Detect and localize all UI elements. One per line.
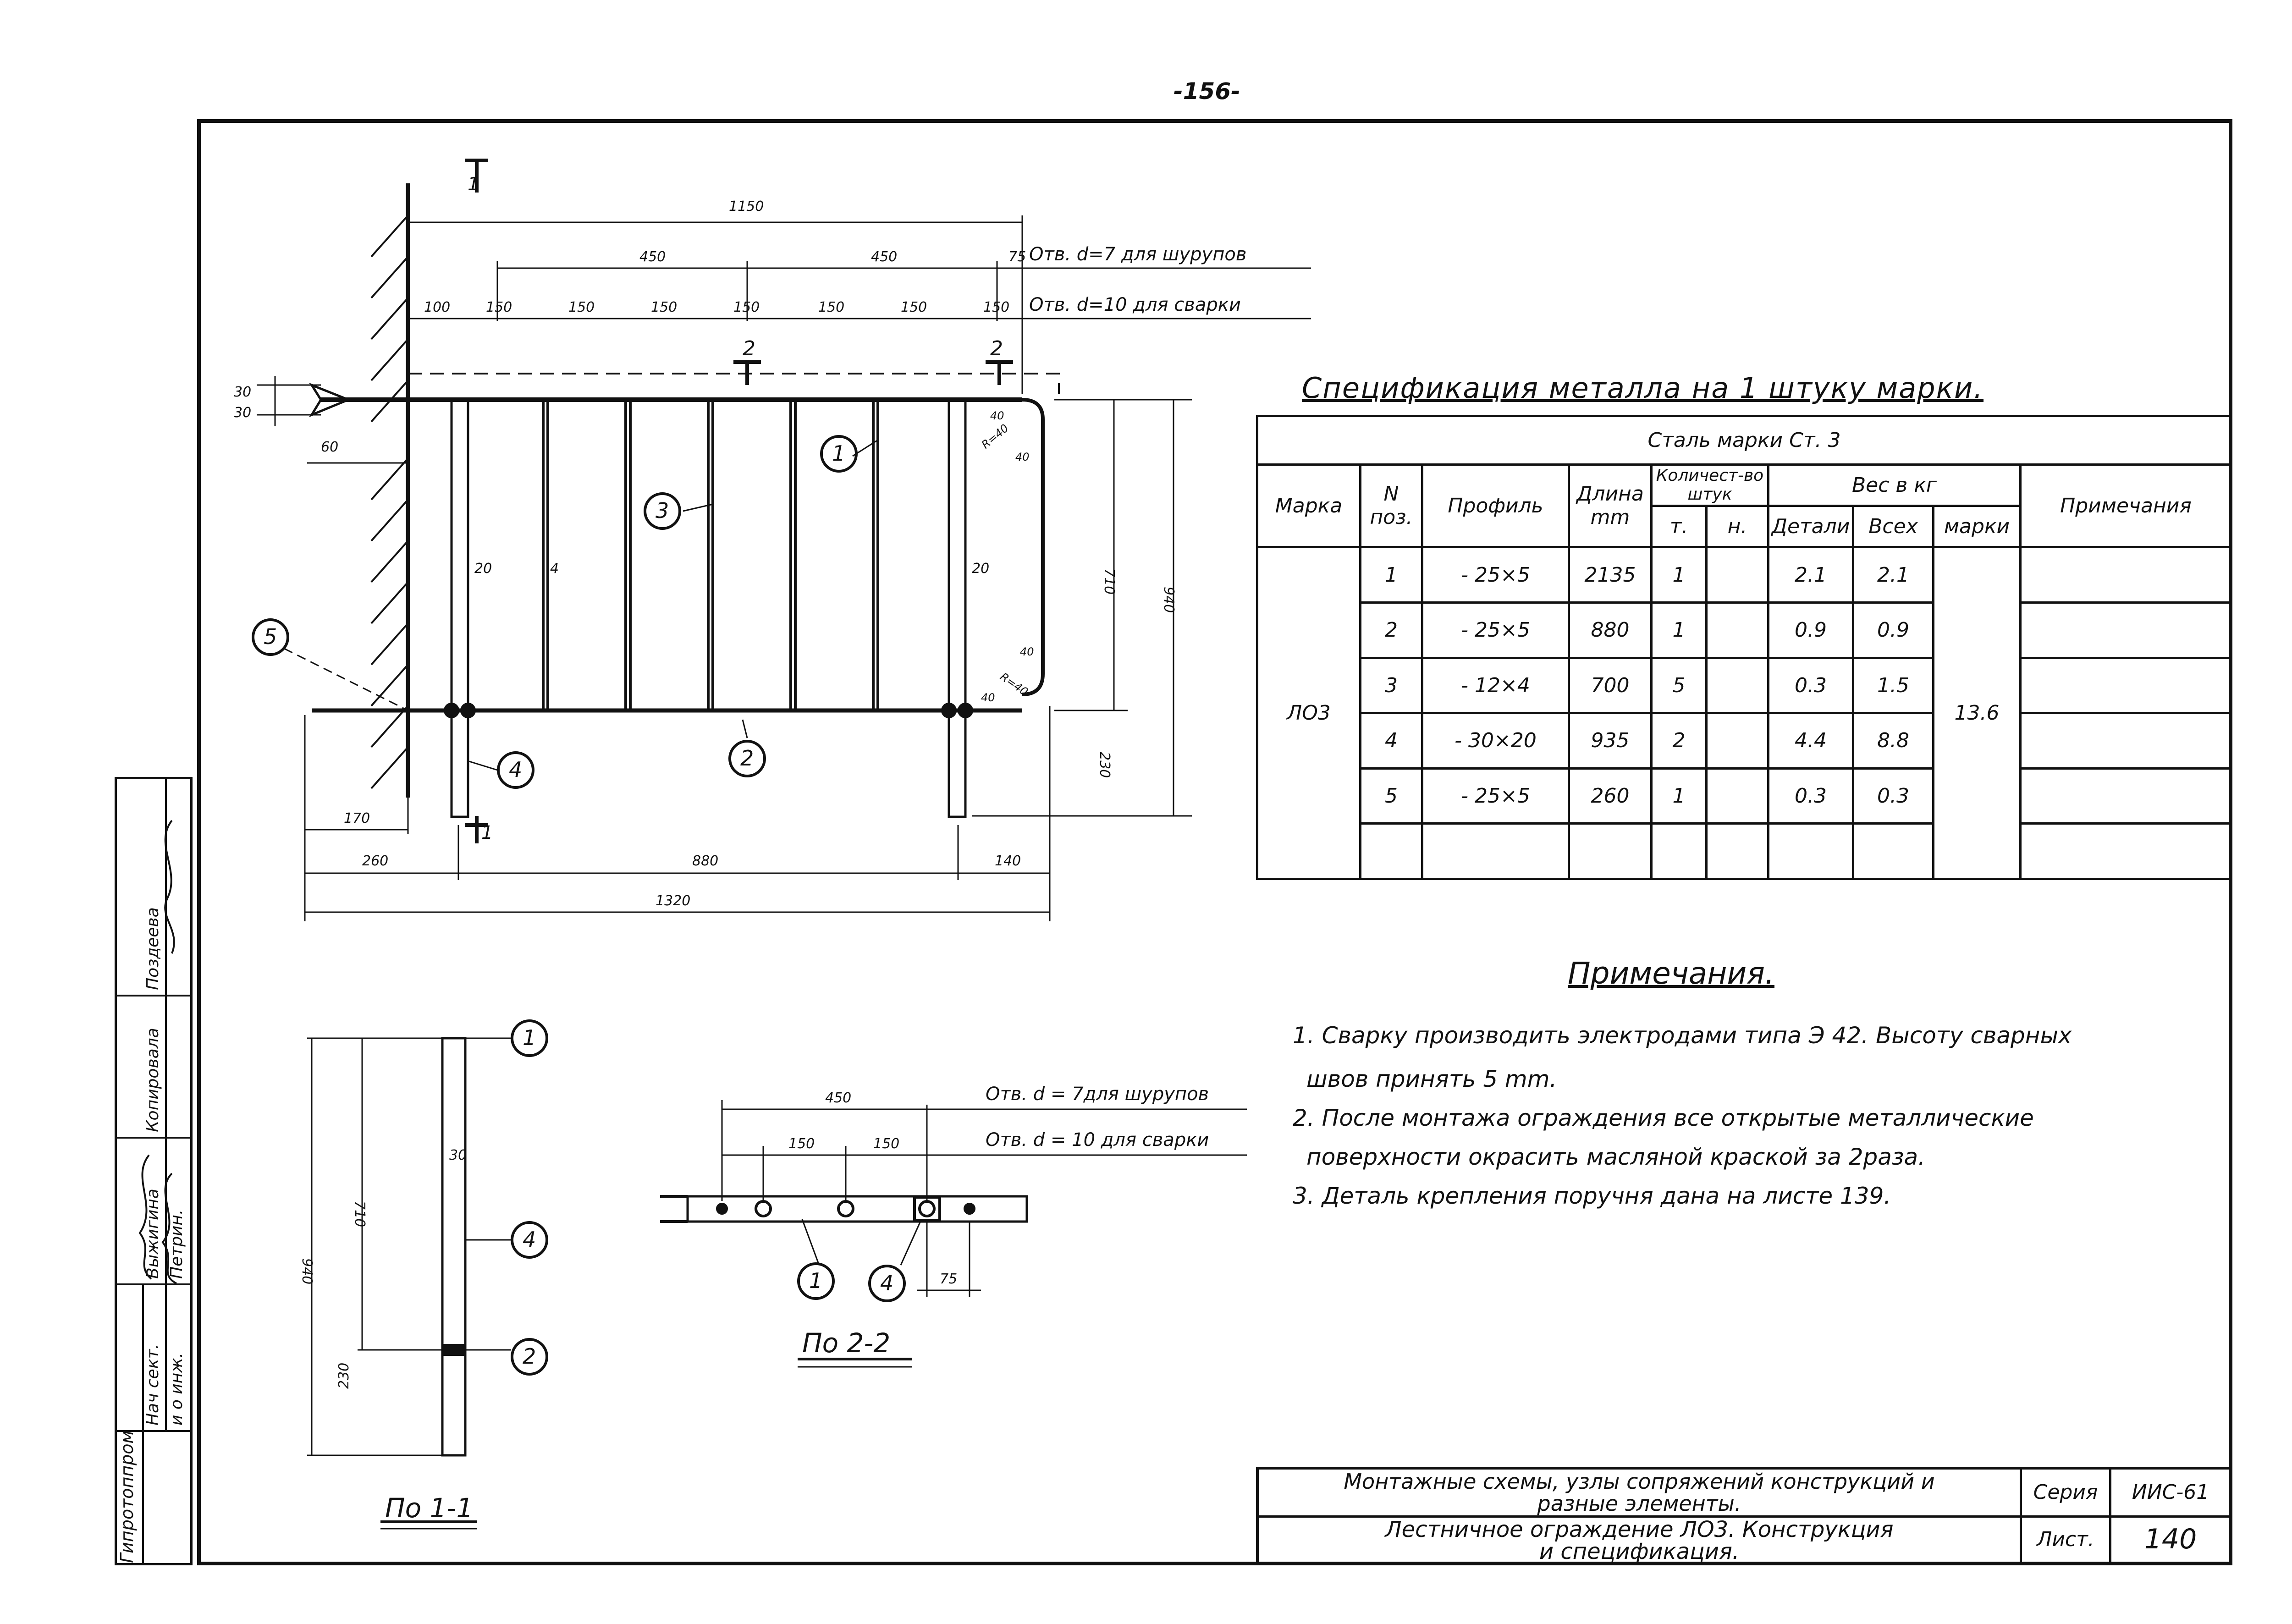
dim-150-5: 150 [818, 299, 845, 315]
row4-w-detail: 4.4 [1769, 713, 1853, 769]
dim-140: 140 [995, 853, 1021, 869]
tb-line2: Лестничное ограждение ЛО3. Конструкция [1385, 1517, 1894, 1542]
notes-title: Примечания. [1568, 956, 1774, 991]
dim-20-b: 20 [972, 561, 990, 577]
dim-30-a: 30 [234, 384, 252, 400]
tb-series-label: Серия [2022, 1470, 2111, 1518]
row2-notes [2021, 602, 2231, 658]
row5-qty-n [1707, 768, 1769, 824]
row3-w-detail: 0.3 [1769, 658, 1853, 713]
row5-qty: 1 [1652, 768, 1707, 824]
dim-450-a: 450 [639, 249, 666, 265]
row5-w-detail: 0.3 [1769, 768, 1853, 824]
row6-w-detail [1769, 824, 1853, 879]
row4-pos: 4 [1361, 713, 1422, 769]
s22-dim-150-b: 150 [873, 1136, 900, 1152]
col-qty-n: н. [1707, 506, 1769, 547]
callout-4: 4 [509, 757, 523, 782]
stamp-r4: Поздеева [143, 907, 162, 990]
stamp-r2b: Петрин. [167, 1209, 186, 1279]
tb-series-value: ИИС-61 [2111, 1470, 2230, 1518]
tb-sheet-label: Лист. [2022, 1518, 2111, 1563]
row4-qty-n [1707, 713, 1769, 769]
callout-1: 1 [832, 441, 846, 466]
tb-line2b: и спецификация. [1539, 1539, 1740, 1564]
dim-150-6: 150 [901, 299, 927, 315]
col-pos: N поз. [1361, 464, 1422, 547]
col-w-mark: марки [1934, 506, 2021, 547]
mark-weight: 13.6 [1934, 547, 2021, 879]
col-qty: Количест-во штук [1652, 464, 1769, 506]
dim-1320: 1320 [656, 893, 691, 909]
tb-title-2 [1259, 1518, 2022, 1563]
row6-notes [2021, 824, 2231, 879]
dim-940: 940 [1161, 587, 1177, 613]
tb-sheet-value: 140 [2144, 1523, 2197, 1555]
tb-line1b: разные элементы. [1537, 1491, 1741, 1516]
row2-profile: - 25×5 [1422, 602, 1569, 658]
row2-qty-n [1707, 602, 1769, 658]
dim-40-b: 40 [1015, 451, 1030, 463]
tb-title-1 [1259, 1470, 2022, 1518]
note-1b: швов принять 5 mm. [1306, 1066, 1557, 1092]
dim-20-a: 20 [474, 561, 492, 577]
dim-40-c: 40 [1020, 645, 1034, 658]
row5-length: 260 [1569, 768, 1652, 824]
cut-mark-1-top: 1 [468, 174, 479, 195]
note-2a: 2. После монтажа ограждения все открытые металлические [1293, 1105, 2034, 1131]
col-weight: Вес в кг [1769, 464, 2021, 506]
col-length: Длина mm [1569, 464, 1652, 547]
stamp-org: Гипротоппром [117, 1430, 137, 1563]
wall-hatching [371, 215, 408, 788]
hole-10-label: Отв. d=10 для сварки [1029, 294, 1241, 315]
section-2-2-label: По 2-2 [802, 1327, 891, 1359]
row6-qty [1652, 824, 1707, 879]
s22-dim-150-a: 150 [788, 1136, 815, 1152]
col-notes: Примечания [2021, 464, 2231, 547]
stamp-r3: Копировала [143, 1028, 162, 1132]
s22-hole-10: Отв. d = 10 для сварки [986, 1129, 1209, 1151]
s11-dim-940: 940 [299, 1258, 315, 1285]
s11-dim-30: 30 [449, 1147, 467, 1163]
s22-dim-75: 75 [940, 1271, 958, 1287]
dim-150-1: 150 [486, 299, 512, 315]
callout-5: 5 [264, 624, 277, 649]
row4-qty: 2 [1652, 713, 1707, 769]
row4-profile: - 30×20 [1422, 713, 1569, 769]
row3-profile: - 12×4 [1422, 658, 1569, 713]
row3-pos: 3 [1361, 658, 1422, 713]
row5-profile: - 25×5 [1422, 768, 1569, 824]
dim-40-a: 40 [990, 409, 1004, 422]
dim-710: 710 [1101, 568, 1117, 595]
marka-cell: ЛО3 [1257, 547, 1361, 879]
cut-mark-1-bottom: 1 [481, 822, 493, 843]
dim-150-7: 150 [983, 299, 1010, 315]
row1-profile: - 25×5 [1422, 547, 1569, 603]
row3-qty-n [1707, 658, 1769, 713]
dim-1150: 1150 [729, 198, 764, 215]
col-qty-t: т. [1652, 506, 1707, 547]
row1-w-detail: 2.1 [1769, 547, 1853, 603]
stamp-r1a: Нач сект. [143, 1344, 162, 1426]
dim-100: 100 [424, 299, 451, 315]
s22-dim-450: 450 [825, 1090, 852, 1106]
row1-w-all: 2.1 [1853, 547, 1934, 603]
col-marka: Марка [1257, 464, 1361, 547]
dim-880: 880 [692, 853, 719, 869]
col-profile: Профиль [1422, 464, 1569, 547]
stamp-r2a: Выжигина [143, 1189, 162, 1279]
spec-title: Спецификация металла на 1 штуку марки. [1302, 371, 1984, 405]
s11-dim-710: 710 [352, 1201, 368, 1228]
dim-260: 260 [362, 853, 389, 869]
title-block [1256, 1467, 2232, 1565]
row6-w-all [1853, 824, 1934, 879]
note-1a: 1. Сварку производить электродами типа Э 42. Высоту сварных [1293, 1022, 2072, 1049]
dim-60: 60 [321, 439, 339, 455]
s22-hole-7: Отв. d = 7для шурупов [986, 1084, 1209, 1105]
signatures [117, 779, 190, 1568]
cut-mark-2-right: 2 [990, 337, 1003, 360]
s22-callout-1: 1 [809, 1268, 823, 1293]
row1-notes [2021, 547, 2231, 603]
dim-30-b: 30 [234, 405, 252, 421]
col-w-all: Всех [1853, 506, 1934, 547]
section-1-1-label: По 1-1 [385, 1492, 474, 1524]
callout-2: 2 [740, 746, 754, 771]
row6-length [1569, 824, 1652, 879]
row1-qty: 1 [1652, 547, 1707, 603]
approval-stamp [115, 777, 193, 1565]
row2-w-detail: 0.9 [1769, 602, 1853, 658]
callout-3: 3 [656, 498, 669, 523]
row1-qty-n [1707, 547, 1769, 603]
dim-150-4: 150 [733, 299, 760, 315]
col-w-detail: Детали [1769, 506, 1853, 547]
dim-r40-b: R=40 [997, 670, 1030, 699]
tb-line1: Монтажные схемы, узлы сопряжений конструкций и [1344, 1469, 1935, 1494]
row5-pos: 5 [1361, 768, 1422, 824]
cut-mark-2-left: 2 [743, 337, 755, 360]
row2-length: 880 [1569, 602, 1652, 658]
dim-230: 230 [1096, 752, 1113, 778]
dim-150-2: 150 [568, 299, 595, 315]
row3-qty: 5 [1652, 658, 1707, 713]
row6-pos [1361, 824, 1422, 879]
row3-length: 700 [1569, 658, 1652, 713]
row2-w-all: 0.9 [1853, 602, 1934, 658]
row3-w-all: 1.5 [1853, 658, 1934, 713]
dim-40-d: 40 [981, 691, 995, 704]
spec-table [1256, 415, 2232, 880]
row3-notes [2021, 658, 2231, 713]
s11-callout-2: 2 [523, 1344, 536, 1369]
row1-pos: 1 [1361, 547, 1422, 603]
row5-w-all: 0.3 [1853, 768, 1934, 824]
steel-header: Сталь марки Ст. 3 [1257, 416, 2231, 465]
note-3: 3. Деталь крепления поручня дана на листе 139. [1293, 1183, 1891, 1209]
dim-4: 4 [550, 561, 559, 577]
row1-length: 2135 [1569, 547, 1652, 603]
s22-callout-4: 4 [880, 1271, 894, 1295]
stamp-r1b: и о инж. [167, 1352, 186, 1426]
row4-notes [2021, 713, 2231, 769]
dim-170: 170 [344, 810, 370, 826]
hole-7-label: Отв. d=7 для шурупов [1029, 244, 1247, 265]
s11-callout-4: 4 [523, 1227, 536, 1252]
dim-150-3: 150 [651, 299, 678, 315]
dim-450-b: 450 [871, 249, 898, 265]
dim-r40-a: R=40 [979, 421, 1011, 451]
row4-length: 935 [1569, 713, 1652, 769]
row2-qty: 1 [1652, 602, 1707, 658]
dim-75: 75 [1008, 249, 1026, 265]
row4-w-all: 8.8 [1853, 713, 1934, 769]
row5-notes [2021, 768, 2231, 824]
row2-pos: 2 [1361, 602, 1422, 658]
s11-callout-1: 1 [523, 1025, 536, 1050]
page-number: -156- [1174, 78, 1240, 105]
row6-qty-n [1707, 824, 1769, 879]
row6-profile [1422, 824, 1569, 879]
note-2b: поверхности окрасить масляной краской за 2раза. [1306, 1144, 1925, 1170]
s11-dim-230: 230 [336, 1362, 352, 1389]
